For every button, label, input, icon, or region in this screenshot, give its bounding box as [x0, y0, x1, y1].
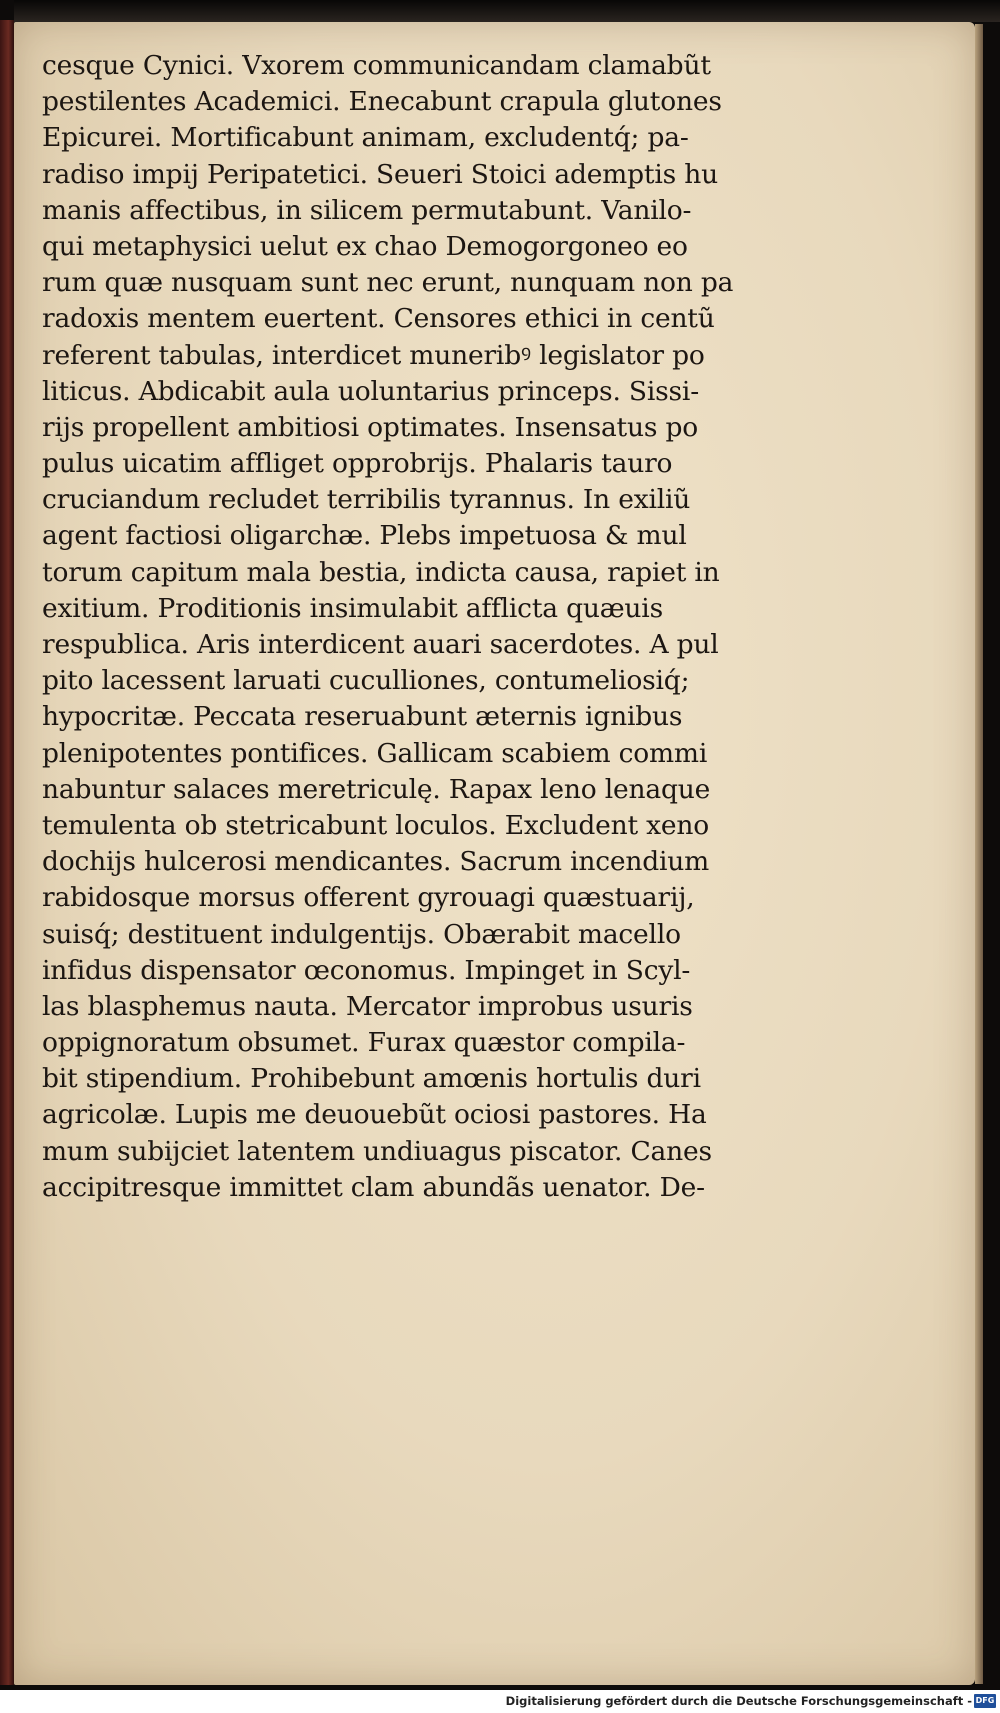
text-line: radiso impij Peripatetici. Seueri Stoici ademptis hu [42, 158, 718, 190]
text-line: dochijs hulcerosi mendicantes. Sacrum incendium [42, 846, 710, 878]
text-line: pulus uicatim affliget opprobrijs. Phalaris tauro [42, 448, 673, 480]
page-text-block [42, 48, 782, 1206]
text-line: rabidosque morsus offerent gyrouagi quæstuarij, [42, 882, 695, 914]
text-line: hypocritæ. Peccata reseruabunt æternis ignibus [42, 701, 683, 733]
text-line: cesque Cynici. Vxorem communicandam clamabũt [42, 50, 711, 81]
text-line: torum capitum mala bestia, indicta causa, rapiet in [42, 556, 720, 588]
text-line: exitium. Proditionis insimulabit afflicta quæuis [42, 592, 663, 624]
text-line: cruciandum recludet terribilis tyrannus. In exiliũ [42, 484, 691, 516]
text-line: pestilentes Academici. Enecabunt crapula glutones [42, 86, 722, 118]
text-line: oppignoratum obsumet. Furax quæstor compila- [42, 1027, 686, 1059]
text-line: manis affectibus, in silicem permutabunt. Vanilo- [42, 194, 692, 226]
text-line: qui metaphysici uelut ex chao Demogorgoneo eo [42, 230, 688, 262]
text-line: suisq́; destituent indulgentijs. Obærabit macello [42, 918, 681, 950]
text-line: accipitresque immittet clam abundãs uenator. De- [42, 1171, 705, 1203]
text-line: agricolæ. Lupis me deuouebũt ociosi pastores. Ha [42, 1099, 707, 1131]
text-line: Epicurei. Mortificabunt animam, excludentq́; pa- [42, 122, 689, 154]
text-line: plenipotentes pontifices. Gallicam scabiem commi [42, 737, 708, 769]
text-line: mum subijciet latentem undiuagus piscator. Canes [42, 1135, 712, 1167]
text-line: radoxis mentem euertent. Censores ethici in centũ [42, 303, 715, 335]
book-binding-edge [0, 20, 14, 1685]
text-line: las blasphemus nauta. Mercator improbus usuris [42, 990, 693, 1022]
funding-credit: Digitalisierung gefördert durch die Deutsche Forschungsgemeinschaft - [505, 1694, 972, 1708]
scan-top-border [14, 0, 1000, 22]
dfg-logo-icon: DFG [974, 1694, 996, 1708]
text-line: infidus dispensator œconomus. Impinget in Scyl- [42, 954, 691, 986]
text-line: rum quæ nusquam sunt nec erunt, nunquam non pa [42, 267, 734, 299]
text-line: bit stipendium. Prohibebunt amœnis hortulis duri [42, 1063, 701, 1095]
text-line: respublica. Aris interdicent auari sacerdotes. A pul [42, 629, 719, 660]
text-line: rijs propellent ambitiosi optimates. Insensatus po [42, 411, 699, 443]
text-line: nabuntur salaces meretriculę. Rapax leno lenaque [42, 773, 711, 805]
text-line: pito lacessent laruati cuculliones, contumeliosiq́; [42, 665, 690, 697]
text-line: agent factiosi oligarchæ. Plebs impetuosa & mul [42, 520, 687, 552]
text-line: temulenta ob stetricabunt loculos. Excludent xeno [42, 809, 710, 841]
page-edge-shadow [975, 24, 983, 1684]
text-line: referent tabulas, interdicet muneribꝰ legislator po [42, 339, 705, 371]
text-line: liticus. Abdicabit aula uoluntarius princeps. Sissi- [42, 375, 699, 407]
